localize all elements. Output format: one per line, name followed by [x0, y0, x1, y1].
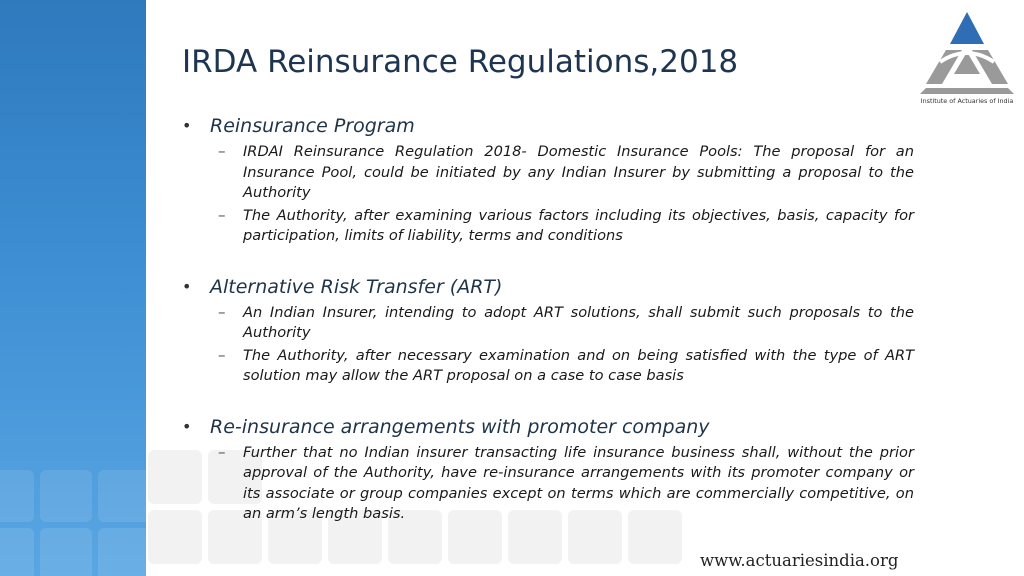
bullet-item	[182, 273, 914, 301]
footer-website-url: www.actuariesindia.org	[700, 551, 899, 570]
section-promoter-reinsurance	[182, 413, 914, 525]
sub-point	[182, 303, 914, 344]
bullet-icon: •	[182, 276, 192, 296]
dash-icon: –	[218, 345, 226, 364]
section-reinsurance-program	[182, 112, 914, 247]
sub-point	[182, 443, 914, 525]
bullet-item	[182, 413, 914, 441]
bullet-item	[182, 112, 914, 140]
slide-content	[182, 112, 914, 525]
bullet-icon: •	[182, 116, 192, 135]
slide-title: IRDA Reinsurance Regulations,2018	[182, 44, 739, 80]
sub-point	[182, 142, 914, 204]
sub-point-text: IRDAI Reinsurance Regulation 2018- Domestic Insurance Pools: The proposal for an Insurance Pool, could be initiated by any Indian Insurer by submitting a proposal to the Authority	[243, 143, 914, 201]
sub-point-text: The Authority, after examining various factors including its objectives, basis, capacity for participation, limits of liability, terms and conditions	[243, 206, 914, 244]
bullet-icon: •	[182, 416, 192, 436]
dash-icon: –	[218, 442, 226, 461]
section-heading: Alternative Risk Transfer (ART)	[210, 275, 503, 298]
section-heading: Re-insurance arrangements with promoter company	[210, 415, 710, 438]
section-alternative-risk-transfer	[182, 273, 914, 387]
institute-logo-icon	[916, 8, 1018, 108]
dash-icon: –	[218, 142, 226, 160]
sub-point	[182, 346, 914, 387]
sub-point-text: The Authority, after necessary examination and on being satisfied with the type of ART solution may allow the ART proposal on a case to case basis	[243, 346, 914, 384]
left-decorative-band	[0, 0, 146, 576]
dash-icon: –	[218, 302, 226, 321]
section-heading: Reinsurance Program	[210, 115, 415, 137]
sub-point-text: An Indian Insurer, intending to adopt ART solutions, shall submit such proposals to the Authority	[243, 303, 914, 341]
dash-icon: –	[218, 205, 226, 224]
logo-caption: Institute of Actuaries of India	[920, 97, 1014, 105]
sub-point-text: Further that no Indian insurer transacting life insurance business shall, without the prior approval of the Authority, have re-insurance arrangements with its promoter company or its associate or group companies except on terms which are commercially competitive, on an arm’s length basis.	[243, 443, 914, 522]
sub-point	[182, 206, 914, 247]
